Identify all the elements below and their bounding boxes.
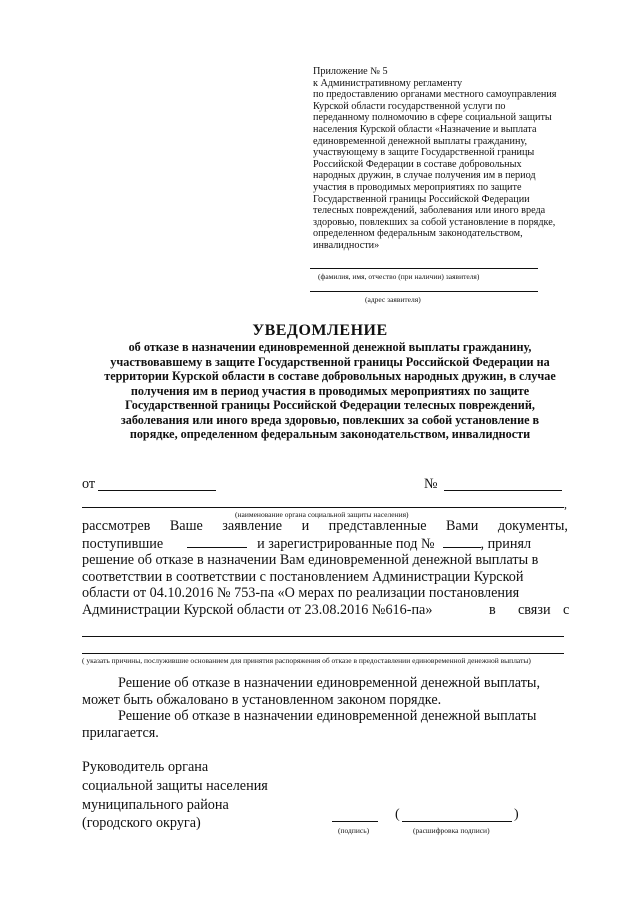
appendix-line: инвалидности» bbox=[313, 239, 380, 251]
org-caption: (наименование органа социальной защиты населения) bbox=[235, 510, 409, 519]
word: представленные bbox=[328, 518, 427, 534]
body-line-3: решение об отказе в назначении Вам единовременной денежной выплаты в bbox=[82, 552, 539, 568]
body-line-6-text: Администрации Курской области от 23.08.2016 №616-па» bbox=[82, 601, 433, 618]
signature-field[interactable] bbox=[332, 821, 378, 822]
body-line-1 bbox=[82, 518, 568, 535]
appendix-line: к Административному регламенту bbox=[313, 77, 463, 89]
word: рассмотрев bbox=[82, 518, 151, 534]
body-line-4: соответствии в соответствии с постановлением Администрации Курской bbox=[82, 568, 524, 585]
appendix-line: Российской Федерации в составе добровольных bbox=[313, 158, 522, 170]
registration-number-field[interactable] bbox=[443, 535, 481, 548]
role-line: муниципального района bbox=[82, 796, 229, 813]
notice-title: УВЕДОМЛЕНИЕ bbox=[252, 322, 388, 339]
registered-label: и зарегистрированные под № bbox=[257, 535, 435, 552]
appendix-line: участвующему в защите Государственной границы bbox=[313, 147, 535, 159]
word: и bbox=[301, 518, 310, 534]
reason-note: ( указать причины, послужившие основанием для принятия распоряжения об отказе в предоставлении единовременной денежной выплаты) bbox=[82, 656, 531, 665]
signatory-role bbox=[82, 758, 268, 833]
notice-subtitle bbox=[100, 340, 560, 442]
role-line: социальной защиты населения bbox=[82, 777, 268, 794]
number-field[interactable] bbox=[444, 490, 562, 491]
appeal-paragraph bbox=[82, 675, 572, 741]
from-label: от bbox=[82, 476, 96, 492]
body-line-2 bbox=[82, 535, 568, 553]
role-line: Руководитель органа bbox=[82, 759, 209, 775]
word: Вами bbox=[446, 518, 479, 534]
applicant-name-caption: (фамилия, имя, отчество (при наличии) заявителя) bbox=[318, 272, 480, 281]
body-line-6-word: с bbox=[563, 601, 570, 618]
subtitle-line: заболевания или иного вреда здоровью, повлекших за собой установление в bbox=[120, 412, 540, 427]
appendix-line: Государственной границы Российской Федерации bbox=[313, 193, 530, 205]
appendix-line: народных дружин, в случае получения им в период bbox=[313, 170, 536, 182]
decode-close-paren: ) bbox=[514, 807, 519, 822]
subtitle-line: территории Курской области в составе добровольных народных дружин, в случае bbox=[104, 369, 556, 383]
appendix-line: переданному полномочию в сфере социальной защиты bbox=[313, 112, 552, 124]
word: Ваше bbox=[169, 518, 203, 534]
reason-line-2[interactable] bbox=[82, 653, 564, 654]
accepted-label: , принял bbox=[480, 535, 532, 552]
body-line-6-word: связи bbox=[518, 601, 551, 618]
appeal-line-2: может быть обжаловано в установленном законом порядке. bbox=[82, 691, 442, 708]
body-line-5: области от 04.10.2016 № 753-па «О мерах по реализации постановления bbox=[82, 585, 520, 601]
subtitle-line: участвовавшему в защите Государственной границы Российской Федерации на bbox=[110, 354, 550, 369]
applicant-address-line[interactable] bbox=[310, 291, 538, 292]
decode-caption: (расшифровка подписи) bbox=[413, 826, 490, 835]
org-name-line[interactable] bbox=[82, 507, 564, 508]
appendix-line: здоровью, повлекших за собой установление в порядке, bbox=[313, 216, 556, 228]
date-field[interactable] bbox=[98, 490, 216, 491]
body-line-6 bbox=[82, 602, 568, 619]
subtitle-line: получения им в период участия в проводимых мероприятиях по защите bbox=[130, 383, 530, 398]
appendix-line: Приложение № 5 bbox=[313, 66, 388, 77]
appendix-line: Курской области государственной услуги по bbox=[313, 100, 506, 112]
body-paragraph bbox=[82, 518, 568, 618]
word: документы, bbox=[497, 518, 568, 534]
applicant-address-caption: (адрес заявителя) bbox=[365, 295, 421, 304]
subtitle-line: об отказе в назначении единовременной денежной выплаты гражданину, bbox=[128, 340, 532, 354]
number-label: № bbox=[424, 476, 438, 492]
appendix-line: участия в проводимых мероприятиях по защите bbox=[313, 181, 522, 193]
received-label: поступившие bbox=[82, 535, 164, 552]
subtitle-line: порядке, определенном федеральным законодательством, инвалидности bbox=[129, 427, 531, 441]
received-date-field[interactable] bbox=[187, 535, 247, 548]
word: заявление bbox=[222, 518, 283, 534]
appendix-line: телесных повреждений, заболевания или иного вреда bbox=[313, 205, 546, 217]
appeal-line-1: Решение об отказе в назначении единовременной денежной выплаты, bbox=[118, 675, 540, 691]
appendix-line: населения Курской области «Назначение и выплата bbox=[313, 123, 537, 135]
signature-decode-field[interactable] bbox=[402, 821, 512, 822]
org-comma: , bbox=[564, 497, 567, 511]
attached-line-2: прилагается. bbox=[82, 724, 159, 741]
applicant-name-line[interactable] bbox=[310, 268, 538, 269]
decode-open-paren: ( bbox=[395, 807, 400, 822]
body-line-6-word: в bbox=[489, 601, 496, 618]
appendix-line: по предоставлению органами местного самоуправления bbox=[313, 89, 557, 101]
appendix-line: единовременной денежной выплаты гражданину, bbox=[313, 135, 528, 147]
subtitle-line: Государственной границы Российской Федерации телесных повреждений, bbox=[125, 398, 535, 412]
attached-line-1: Решение об отказе в назначении единовременной денежной выплаты bbox=[118, 708, 537, 724]
reason-line-1[interactable] bbox=[82, 636, 564, 637]
appendix-block bbox=[313, 66, 583, 252]
appendix-line: определенном федеральным законодательством, bbox=[313, 228, 523, 240]
signature-caption: (подпись) bbox=[338, 826, 370, 835]
role-line: (городского округа) bbox=[82, 815, 201, 832]
